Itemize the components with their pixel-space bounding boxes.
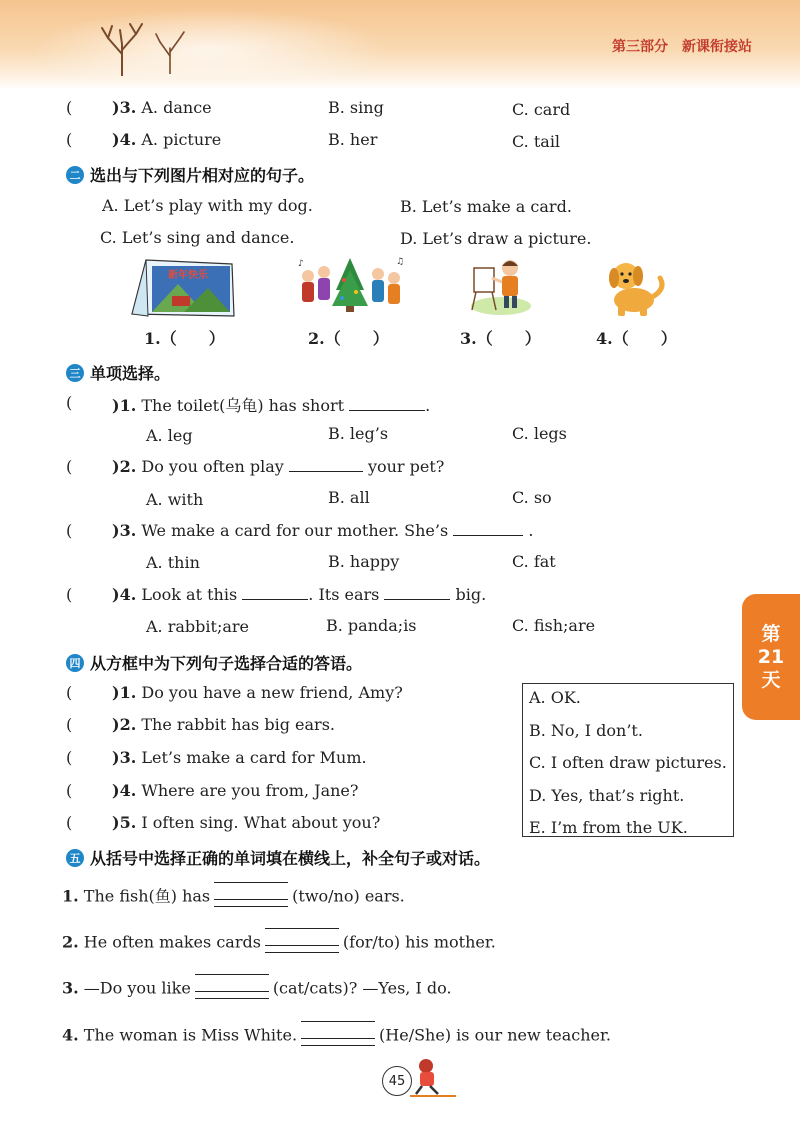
page-header (0, 0, 800, 90)
answer-blank[interactable] (289, 457, 363, 472)
section-title: 选出与下列图片相对应的句子。 (90, 166, 315, 185)
option-b: B. panda;is (326, 616, 417, 635)
answer-writing-lines[interactable] (301, 1019, 375, 1053)
fill-in-item (62, 1019, 611, 1053)
option-a: A. with (146, 490, 204, 509)
sentence-option: B. Let’s make a card. (400, 197, 572, 216)
item-number: 1. (62, 886, 79, 906)
answer-paren[interactable]: ( (66, 585, 73, 604)
page-number: 45 (382, 1066, 412, 1096)
sentence-option: C. Let’s sing and dance. (100, 228, 295, 247)
answer-paren[interactable]: ( (66, 781, 73, 800)
option-b: B. happy (328, 552, 400, 571)
day-tab (742, 594, 800, 720)
option-a: A. leg (146, 426, 193, 445)
question-line (112, 393, 430, 416)
item-text: He often makes cards (83, 932, 261, 952)
section-title: 从括号中选择正确的单词填在横线上，补全句子或对话。 (90, 849, 491, 868)
question-number: )3. (112, 748, 137, 767)
question-line (112, 748, 367, 767)
option-c: C. so (512, 488, 552, 507)
answer-paren[interactable]: ( (66, 98, 73, 117)
question-text: Let’s make a card for Mum. (141, 748, 367, 767)
option-c: C. card (512, 100, 571, 119)
question-line (112, 98, 212, 117)
section-number-icon: 二 (66, 166, 84, 184)
bare-tree-icon (150, 30, 190, 74)
question-text: Look at this (141, 585, 238, 604)
drawing-picture (468, 254, 534, 316)
answer-choices-box (522, 683, 734, 837)
item-number: 4. (62, 1025, 79, 1045)
question-text-end: . (528, 521, 534, 540)
section-heading (66, 846, 490, 869)
item-number: 3. (62, 978, 79, 998)
question-text: Where are you from, Jane? (141, 781, 359, 800)
question-line (112, 781, 358, 800)
header-title: 第三部分 新课衔接站 (612, 39, 752, 55)
choice-c: C. I often draw pictures. (529, 753, 727, 772)
answer-blank[interactable] (242, 585, 308, 600)
choice-e: E. I’m from the UK. (529, 818, 688, 837)
item-text-end: (He/She) is our new teacher. (379, 1025, 611, 1045)
question-line (112, 813, 380, 832)
question-text: The rabbit has big ears. (141, 715, 335, 734)
bare-tree-icon (92, 20, 152, 76)
section-heading (66, 361, 170, 384)
question-number: )2. (112, 715, 137, 734)
sentence-option: D. Let’s draw a picture. (400, 229, 592, 248)
question-line (112, 130, 221, 149)
question-number: )4. (112, 781, 137, 800)
answer-paren[interactable]: ( (66, 130, 73, 149)
section-number-icon: 四 (66, 654, 84, 672)
day-tab-line3: 天 (761, 668, 781, 691)
item-text-end: (cat/cats)? —Yes, I do. (272, 978, 452, 998)
skater-icon (404, 1056, 460, 1100)
picture-label-4[interactable]: 4.（ ） (596, 329, 677, 348)
choice-d: D. Yes, that’s right. (529, 786, 685, 805)
question-number: )4. (112, 130, 137, 149)
option-a: A. thin (146, 553, 200, 572)
sentence-option: A. Let’s play with my dog. (102, 196, 313, 215)
answer-blank[interactable] (453, 521, 523, 536)
day-tab-line1: 第 (761, 622, 781, 645)
option-a: A. rabbit;are (146, 617, 249, 636)
item-text: The woman is Miss White. (83, 1025, 298, 1045)
svg-text:♪: ♪ (298, 259, 304, 269)
item-text-end: (for/to) his mother. (342, 932, 496, 952)
question-number: )3. (112, 98, 137, 117)
section-title: 从方框中为下列句子选择合适的答语。 (90, 654, 363, 673)
answer-writing-lines[interactable] (265, 926, 339, 960)
answer-paren[interactable]: ( (66, 748, 73, 767)
header-cloud (30, 8, 390, 78)
question-text: Do you have a new friend, Amy? (141, 683, 403, 702)
fill-in-item (62, 972, 452, 1006)
option-b: B. all (328, 488, 370, 507)
option-c: C. fat (512, 552, 556, 571)
day-tab-line2: 21 (757, 645, 785, 668)
answer-blank[interactable] (384, 585, 450, 600)
question-line (112, 457, 444, 476)
section-heading (66, 651, 362, 674)
question-text: I often sing. What about you? (141, 813, 381, 832)
question-number: )3. (112, 521, 137, 540)
singing-dancing-picture (292, 254, 408, 314)
choice-b: B. No, I don’t. (529, 721, 643, 740)
answer-paren[interactable]: ( (66, 521, 73, 540)
question-text-mid: . Its ears (308, 585, 380, 604)
question-text-end: . (425, 396, 431, 415)
question-number: )2. (112, 457, 137, 476)
option-c: C. legs (512, 424, 567, 443)
question-number: )4. (112, 585, 137, 604)
question-text-end: big. (455, 585, 487, 604)
picture-label-3[interactable]: 3.（ ） (460, 329, 541, 348)
section-number-icon: 三 (66, 364, 84, 382)
answer-paren[interactable]: ( (66, 813, 73, 832)
section-heading (66, 163, 314, 186)
option-b: B. her (328, 130, 378, 149)
option-b: B. leg’s (328, 424, 389, 443)
section-number-icon: 五 (66, 849, 84, 867)
choice-a: A. OK. (529, 688, 581, 707)
answer-paren[interactable]: ( (66, 393, 73, 412)
card-text: 新年快乐 (168, 270, 208, 281)
question-line (112, 715, 335, 734)
question-line (112, 521, 533, 540)
item-text-end: (two/no) ears. (292, 886, 405, 906)
picture-label-1[interactable]: 1.（ ） (144, 329, 225, 348)
question-text: We make a card for our mother. She’s (141, 521, 449, 540)
option-c: C. tail (512, 132, 561, 151)
question-number: )1. (112, 683, 137, 702)
question-number: )5. (112, 813, 137, 832)
item-number: 2. (62, 932, 79, 952)
question-text: The toilet(乌龟) has short (141, 396, 345, 415)
dog-picture (600, 256, 668, 318)
answer-writing-lines[interactable] (195, 972, 269, 1006)
item-text: The fish(鱼) has (83, 886, 211, 906)
item-text: —Do you like (83, 978, 191, 998)
greeting-card-picture (128, 254, 238, 320)
option-a: A. dance (141, 98, 212, 117)
answer-paren[interactable]: ( (66, 715, 73, 734)
option-c: C. fish;are (512, 616, 596, 635)
fill-in-item (62, 926, 496, 960)
answer-writing-lines[interactable] (214, 880, 288, 914)
question-line (112, 683, 403, 702)
answer-paren[interactable]: ( (66, 457, 73, 476)
question-text-end: your pet? (367, 457, 445, 476)
option-a: A. picture (141, 130, 222, 149)
answer-paren[interactable]: ( (66, 683, 73, 702)
fill-in-item (62, 880, 405, 914)
option-b: B. sing (328, 98, 384, 117)
picture-label-2[interactable]: 2.（ ） (308, 329, 389, 348)
section-title: 单项选择。 (90, 364, 171, 383)
question-line (112, 585, 486, 604)
svg-text:♫: ♫ (396, 257, 405, 267)
question-text: Do you often play (141, 457, 284, 476)
answer-blank[interactable] (349, 396, 425, 411)
question-number: )1. (112, 396, 137, 415)
